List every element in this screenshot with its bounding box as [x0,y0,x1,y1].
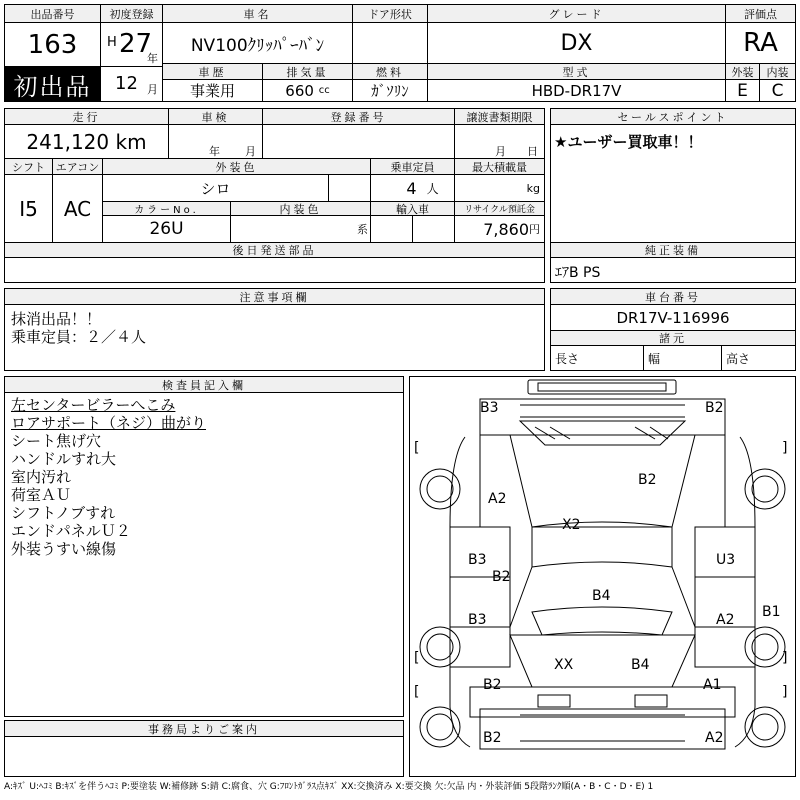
import-label: 輸入車 [371,202,455,216]
door-label: ドア形状 [353,5,428,23]
mileage-label: 走行 [5,109,169,125]
car-outline [410,377,795,776]
damage-left-rear-door-upper: B3 [468,552,487,568]
damage-right-side: B1 [762,604,781,620]
transfer-value: 月 日 [455,125,544,159]
damage-left-pillar: B2 [492,569,511,585]
damage-bracket-right-low: ] [782,684,788,700]
score: RA [726,23,795,64]
damage-front-right: A1 [703,677,722,693]
lot-no: 163 [5,23,101,67]
inspector-block [4,376,404,717]
damage-front-left: B2 [483,677,502,693]
chassis-label: 車台番号 [551,289,795,305]
inspector-line: ロアサポート（ネジ）曲がり [11,414,207,432]
int-color-label: 内装色 [231,202,371,216]
transfer-label: 譲渡書類期限 [455,109,544,125]
recycle: 7,860 円 [483,219,540,239]
chassis-number: DR17V-116996 [551,305,795,331]
inspector-lines [11,396,206,558]
inspector-line: エンドパネルＵ２ [11,522,131,540]
damage-hood-left: XX [554,657,574,673]
displacement: 660 cc [263,80,353,101]
grade-label: グレード [428,5,726,23]
inspector-line: ハンドルすれ大 [11,450,117,468]
score-label: 評価点 [726,5,795,23]
office-block [4,720,404,777]
exterior-label: 外装 [726,64,760,80]
inspector-line: シート焦げ穴 [11,432,102,450]
era: H [107,35,117,50]
inspection-value: 年 月 [169,125,263,159]
ext-color-sub [329,175,371,202]
capacity-label: 乗車定員 [371,159,455,175]
capacity: 4 人 [371,175,455,202]
vehicle-info-block [4,108,545,283]
interior-grade: C [771,80,784,101]
damage-rear-right: B2 [705,400,724,416]
car-name: NV100ｸﾘｯﾊﾟｰﾊﾞﾝ [163,23,353,64]
damage-hood-right: B4 [631,657,650,673]
width-cell: 幅 [644,346,722,370]
shift: I5 [5,175,53,242]
interior-label: 内装 [760,64,795,80]
chassis-block [550,288,796,371]
genuine-equipment-text: ｴｱB PS [555,265,601,281]
ac-label: エアコン [53,159,103,175]
first-reg-label: 初度登録 [101,5,163,23]
displacement-label: 排気量 [263,64,353,80]
fuel: ｶﾞｿﾘﾝ [353,80,428,101]
height-cell: 高さ [726,351,751,366]
import-left [371,216,413,242]
recycle-label: リサイクル預託金 [455,202,544,216]
damage-bracket-left-top: [ [414,440,420,456]
grade: DX [428,23,726,64]
door-value [353,23,428,64]
history: 事業用 [163,80,263,101]
year-unit: 年 [147,52,158,65]
specs-label: 諸元 [551,331,795,346]
inspector-line: シフトノブすれ [11,504,116,522]
damage-bracket-left-low: [ [414,684,420,700]
damage-rear-left: B3 [480,400,499,416]
damage-bracket-left-mid: [ [414,650,420,666]
ac: AC [53,175,103,242]
inspector-label: 検査員記入欄 [5,377,403,393]
notes-line: 乗車定員：２／４人 [11,328,147,346]
color-no-label: カラーNo. [103,202,231,216]
notes-block [4,288,545,371]
damage-bumper-right: A2 [705,730,724,746]
inspector-line: 荷室ＡＵ [11,486,72,504]
inspector-line: 外装うすい線傷 [11,540,117,558]
damage-tailgate-right: B2 [638,472,657,488]
notes-lines [11,310,146,346]
length-cell: 長さ [551,346,644,370]
damage-bumper-left: B2 [483,730,502,746]
office-label: 事務局よりご案内 [5,721,403,737]
car-name-label: 車名 [163,5,353,23]
damage-right-rear-door-upper: U3 [716,552,736,568]
damage-bracket-right-mid: ] [782,650,788,666]
notes-line: 抹消出品！！ [11,310,102,328]
year: 27 [119,29,153,59]
damage-rear-left-door: A2 [488,491,507,507]
later-parts [5,258,544,282]
genuine-equipment-label: 純正装備 [551,242,795,258]
damage-floor: B4 [592,588,611,604]
ext-color: シロ [103,175,329,202]
ext-color-label: 外装色 [103,159,371,175]
max-load-label: 最大積載量 [455,159,544,175]
legend: A:ｷｽﾞ U:ﾍｺﾐ B:ｷｽﾞを伴うﾍｺﾐ P:要塗装 W:補修跡 S:錆 C:腐食、穴 G:ﾌﾛﾝﾄｶﾞﾗｽ点ｷｽﾞ XX:交換済み X:要交換 欠:欠品 内・外装評価 5段階ﾗﾝｸ順(A・B・C・D・E) 1 [4,782,654,792]
model-label: 型式 [428,64,726,80]
header-block [4,4,796,102]
first-listing-badge: 初出品 [5,67,101,101]
shift-label: シフト [5,159,53,175]
reg-no [263,125,455,159]
fuel-label: 燃料 [353,64,428,80]
mileage: 241,120 km [5,125,169,159]
color-no: 26U [103,216,231,242]
inspection-label: 車検 [169,109,263,125]
lot-no-label: 出品番号 [5,5,101,23]
sales-point-label: セールスポイント [551,109,795,125]
import-right [413,216,455,242]
max-load: kg [455,175,544,202]
later-parts-label: 後日発送部品 [5,242,544,258]
first-reg-year [101,23,163,67]
damage-left-front-door: B3 [468,612,487,628]
exterior-grade: E [726,80,760,101]
damage-bracket-right-top: ] [782,440,788,456]
inspector-line: 室内汚れ [11,468,72,486]
history-label: 車歴 [163,64,263,80]
model: HBD-DR17V [428,80,726,101]
notes-label: 注意事項欄 [5,289,544,305]
damage-diagram [409,376,796,777]
damage-right-front-door: A2 [716,612,735,628]
sales-point-block [550,108,796,283]
inspector-line: 左センタービラーへこみ [11,396,176,414]
damage-roof: X2 [562,517,581,533]
first-reg-month: 12 月 [101,67,163,101]
int-color: 系 [231,216,371,242]
sales-point-text: ★ユーザー買取車！！ [554,133,703,151]
reg-no-label: 登録番号 [263,109,455,125]
